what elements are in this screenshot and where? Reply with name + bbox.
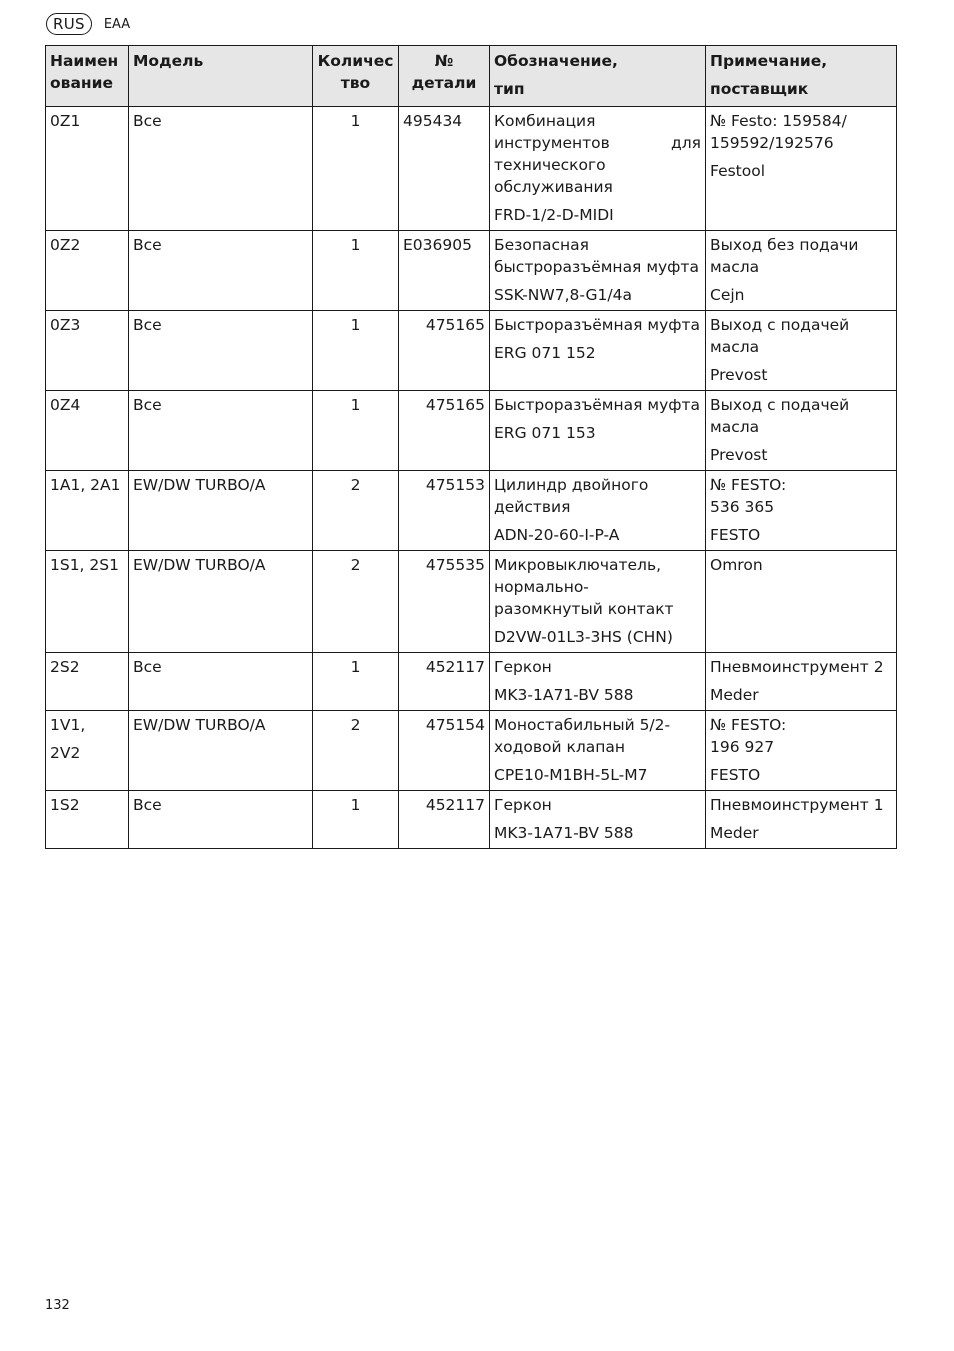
cell-part-number: 475154 — [399, 711, 490, 791]
page-header — [46, 12, 130, 36]
cell-part-number: 475165 — [399, 311, 490, 391]
cell-model: Все — [129, 311, 313, 391]
cell-name: 1S1, 2S1 — [46, 551, 129, 653]
page-number: 132 — [45, 1298, 70, 1313]
cell-model: Все — [129, 791, 313, 849]
table-row — [46, 791, 897, 849]
cell-part-number: 475535 — [399, 551, 490, 653]
table-row — [46, 471, 897, 551]
cell-model: Все — [129, 107, 313, 231]
column-header-quantity: Количес тво — [313, 46, 399, 107]
cell-designation: Безопасная быстроразъёмная муфта SSK-NW7,8-G1/4a — [490, 231, 706, 311]
cell-part-number: 452117 — [399, 653, 490, 711]
cell-name: 0Z3 — [46, 311, 129, 391]
cell-name: 0Z2 — [46, 231, 129, 311]
cell-model: EW/DW TURBO/A — [129, 711, 313, 791]
table-row — [46, 107, 897, 231]
cell-designation: Геркон MK3-1A71-BV 588 — [490, 653, 706, 711]
cell-part-number: 495434 — [399, 107, 490, 231]
cell-quantity: 2 — [313, 551, 399, 653]
cell-note: № FESTO: 196 927 FESTO — [706, 711, 897, 791]
cell-note: Выход с подачей масла Prevost — [706, 391, 897, 471]
cell-name: 0Z1 — [46, 107, 129, 231]
cell-quantity: 2 — [313, 471, 399, 551]
cell-quantity: 1 — [313, 653, 399, 711]
cell-model: Все — [129, 391, 313, 471]
cell-note: Omron — [706, 551, 897, 653]
document-code: EAA — [103, 16, 131, 32]
cell-name: 2S2 — [46, 653, 129, 711]
cell-name: 0Z4 — [46, 391, 129, 471]
cell-note: Пневмоинструмент 2 Meder — [706, 653, 897, 711]
column-header-name: Наимен ование — [46, 46, 129, 107]
table-row — [46, 551, 897, 653]
cell-quantity: 1 — [313, 791, 399, 849]
cell-note: № FESTO: 536 365 FESTO — [706, 471, 897, 551]
cell-note: Пневмоинструмент 1 Meder — [706, 791, 897, 849]
cell-designation: Комбинация инструментов для технического обслуживания FRD-1/2-D-MIDI — [490, 107, 706, 231]
cell-model: EW/DW TURBO/A — [129, 551, 313, 653]
cell-name: 1A1, 2A1 — [46, 471, 129, 551]
cell-quantity: 1 — [313, 311, 399, 391]
table-row — [46, 653, 897, 711]
spare-parts-table — [45, 45, 897, 849]
table-row — [46, 311, 897, 391]
cell-model: Все — [129, 653, 313, 711]
cell-designation: Цилиндр двойного действия ADN-20-60-I-P-A — [490, 471, 706, 551]
cell-part-number: 452117 — [399, 791, 490, 849]
language-badge: RUS — [46, 13, 92, 35]
table-row — [46, 231, 897, 311]
table-row — [46, 711, 897, 791]
cell-quantity: 1 — [313, 107, 399, 231]
cell-name: 1S2 — [46, 791, 129, 849]
cell-part-number: 475153 — [399, 471, 490, 551]
cell-note: Выход без подачи масла Cejn — [706, 231, 897, 311]
cell-designation: Быстроразъёмная муфта ERG 071 153 — [490, 391, 706, 471]
cell-name: 1V1, 2V2 — [46, 711, 129, 791]
cell-model: Все — [129, 231, 313, 311]
cell-model: EW/DW TURBO/A — [129, 471, 313, 551]
column-header-designation: Обозначение, тип — [490, 46, 706, 107]
table-header-row — [46, 46, 897, 107]
cell-note: № Festo: 159584/ 159592/192576 Festool — [706, 107, 897, 231]
cell-designation: Быстроразъёмная муфта ERG 071 152 — [490, 311, 706, 391]
cell-designation: Микровыключатель, нормально- разомкнутый контакт D2VW-01L3-3HS (CHN) — [490, 551, 706, 653]
cell-quantity: 2 — [313, 711, 399, 791]
column-header-part-number: № детали — [399, 46, 490, 107]
table-row — [46, 391, 897, 471]
column-header-note: Примечание, поставщик — [706, 46, 897, 107]
column-header-model: Модель — [129, 46, 313, 107]
cell-part-number: 475165 — [399, 391, 490, 471]
cell-designation: Моностабильный 5/2- ходовой клапан CPE10-M1BH-5L-M7 — [490, 711, 706, 791]
cell-quantity: 1 — [313, 391, 399, 471]
cell-part-number: E036905 — [399, 231, 490, 311]
cell-note: Выход с подачей масла Prevost — [706, 311, 897, 391]
cell-designation: Геркон MK3-1A71-BV 588 — [490, 791, 706, 849]
cell-quantity: 1 — [313, 231, 399, 311]
